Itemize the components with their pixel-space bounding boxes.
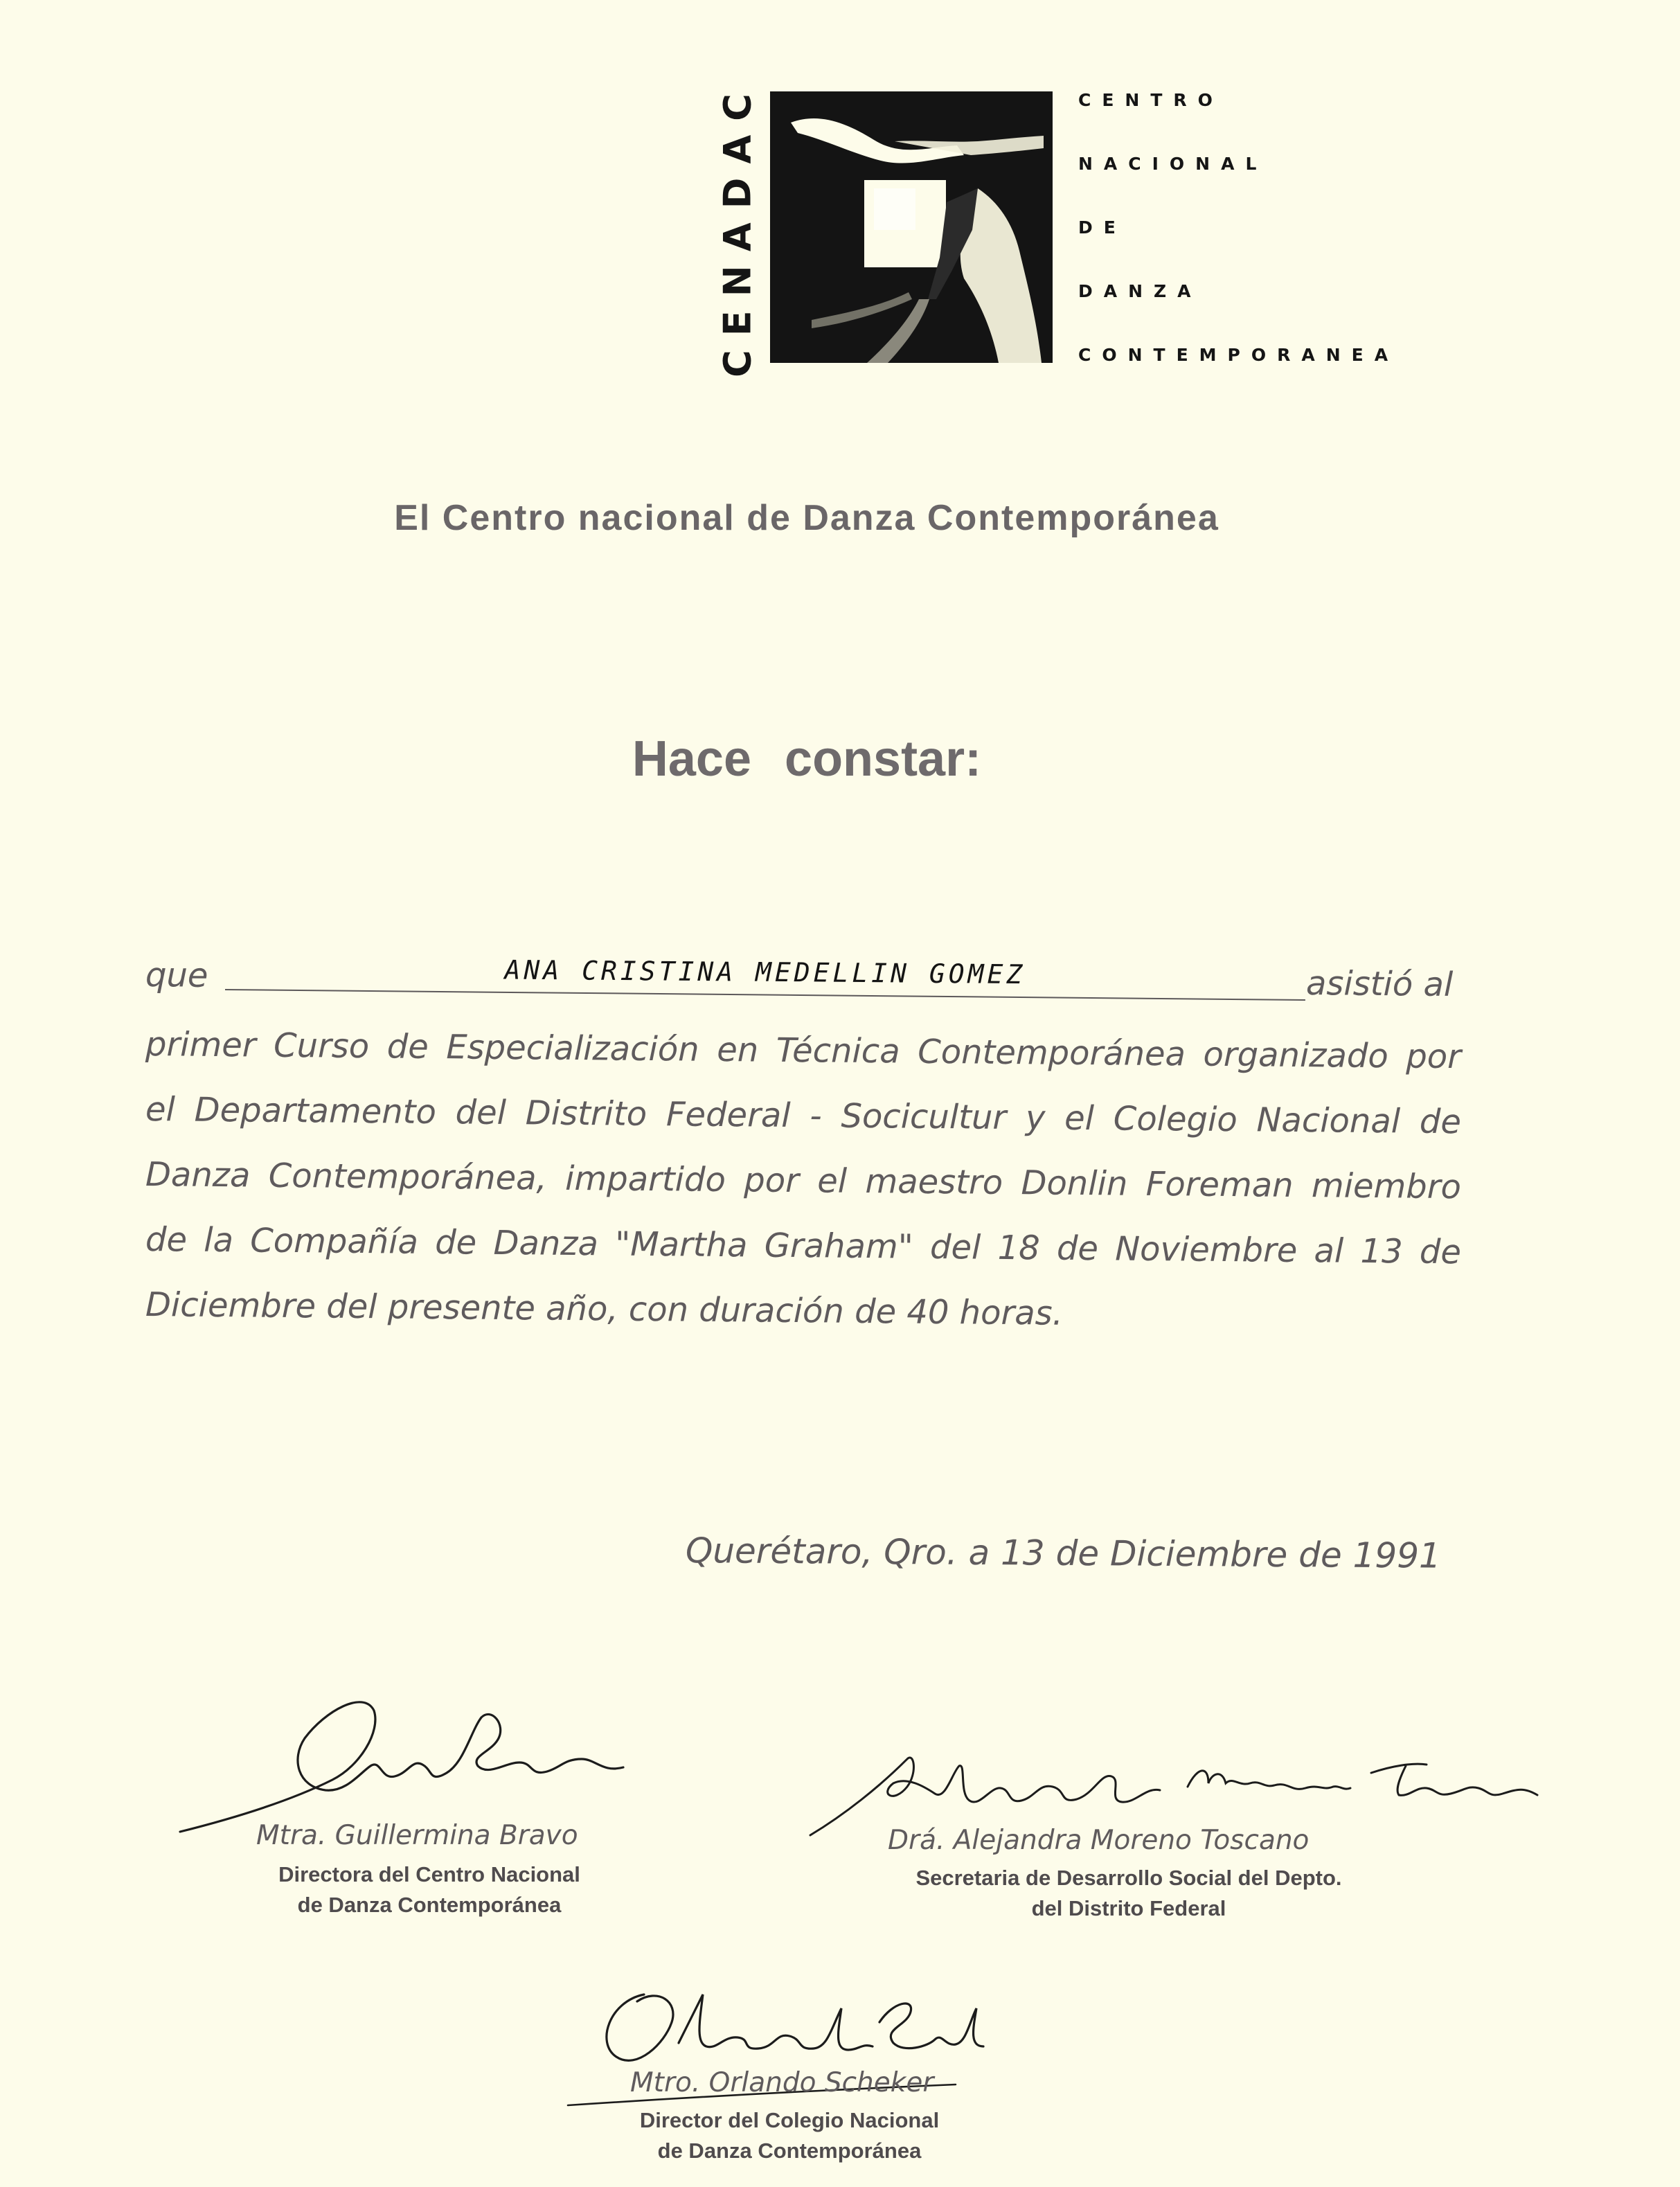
certify-heading: Hace constar: — [632, 731, 982, 787]
que-label: que — [145, 956, 208, 995]
recipient-name: ANA CRISTINA MEDELLIN GOMEZ — [504, 954, 1026, 990]
signatory-1-name: Mtra. Guillermina Bravo — [256, 1820, 578, 1851]
signatory-3-title-line-2: de Danza Contemporánea — [657, 2139, 922, 2163]
logo-acronym — [699, 80, 776, 377]
signatory-3-title-line-1: Director del Colegio Nacional — [639, 2108, 940, 2132]
signatory-2-name: Drá. Alejandra Moreno Toscano — [888, 1825, 1310, 1856]
logo-dancer-graphic — [770, 91, 1053, 363]
signatory-1-title-line-2: de Danza Contemporánea — [297, 1893, 562, 1917]
logo-emblem — [770, 91, 1053, 363]
logo-line-5: CONTEMPORANEA — [1078, 345, 1400, 365]
body-line-2: el Departamento del Distrito Federal - Socicultur y el Colegio Nacional de — [145, 1090, 1462, 1142]
body-line-3: Danza Contemporánea, impartido por el maestro Donlin Foreman miembro — [145, 1155, 1462, 1207]
place-and-date: Querétaro, Qro. a 13 de Diciembre de 1991 — [685, 1530, 1442, 1576]
signatory-3-title — [609, 2105, 969, 2166]
body-line-5: Diciembre del presente año, con duración de 40 horas. — [145, 1285, 1064, 1333]
signatory-1-title — [249, 1859, 609, 1920]
signatory-2-title-line-1: Secretaria de Desarrollo Social del Depto. — [915, 1866, 1342, 1890]
logo-line-4: DANZA — [1078, 281, 1202, 301]
signatory-2-title-line-2: del Distrito Federal — [1031, 1896, 1226, 1920]
logo-line-2: NACIONAL — [1078, 154, 1268, 174]
body-line-1: primer Curso de Especialización en Técnica Contemporánea organizado por — [145, 1025, 1462, 1077]
asistio-label: asistió al — [1305, 964, 1454, 1005]
logo-line-1: CENTRO — [1078, 90, 1224, 110]
signatory-3-name: Mtro. Orlando Scheker — [630, 2067, 934, 2098]
body-line-4: de la Compañía de Danza "Martha Graham" del 18 de Noviembre al 13 de — [145, 1220, 1462, 1272]
signatory-1-title-line-1: Directora del Centro Nacional — [278, 1862, 580, 1886]
institution-heading: El Centro nacional de Danza Contemporánea — [394, 498, 1219, 538]
signatory-2-title — [866, 1863, 1392, 1924]
logo-line-3: DE — [1078, 217, 1127, 238]
logo-acronym-text: CENADAC — [715, 80, 760, 377]
